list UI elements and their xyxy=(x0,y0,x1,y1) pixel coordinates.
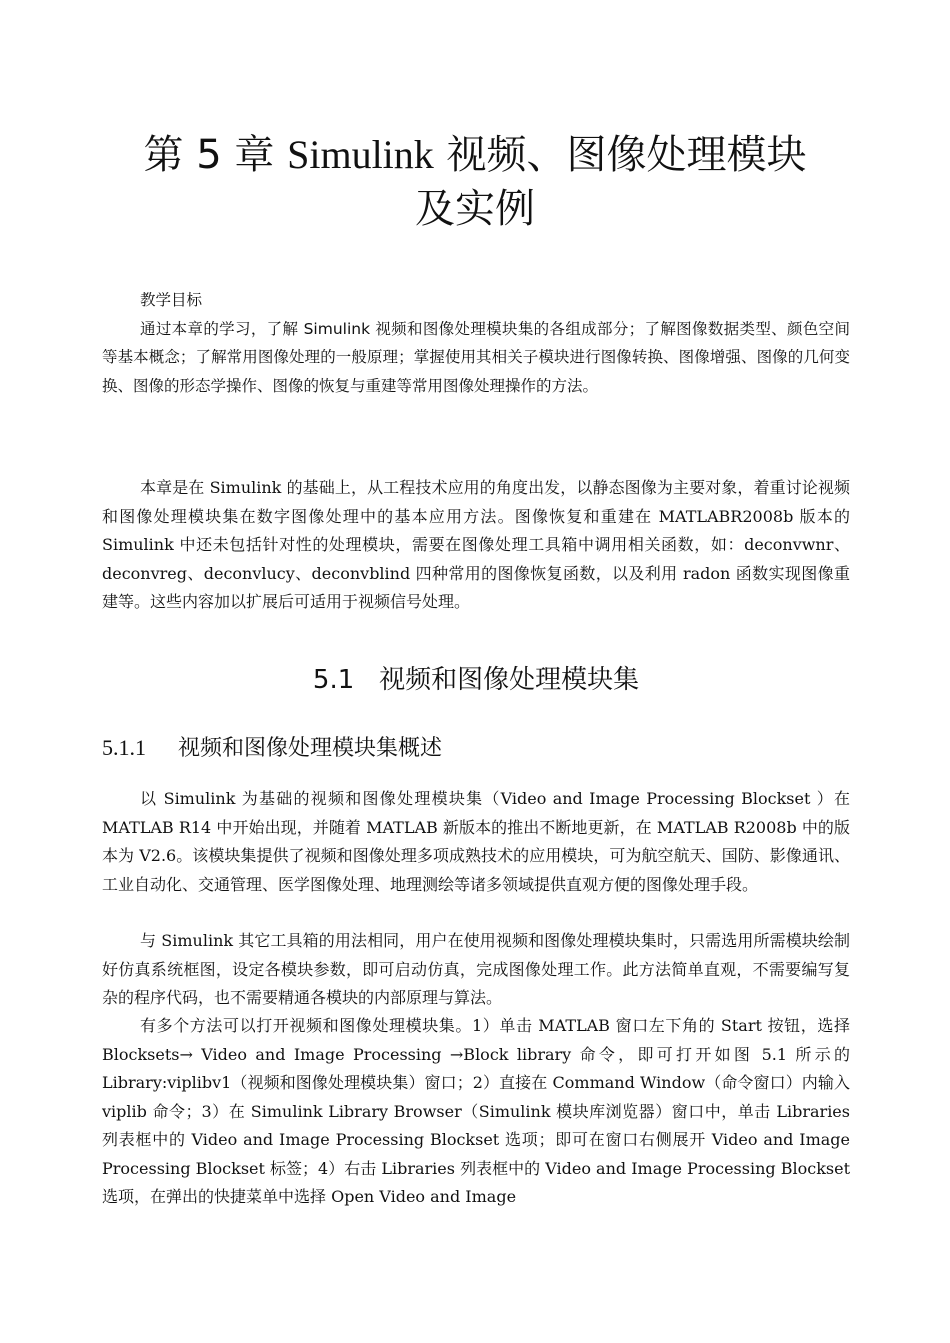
paragraph-open-methods: 有多个方法可以打开视频和图像处理模块集。1）单击 MATLAB 窗口左下角的 Start 按钮，选择 Blocksets→ Video and Image Processing →Block library 命令，即可打开如图 5.1 所示的 Library:viplibv1（视频和图像处理模块集）窗口；2）直接在 Command Window（命令窗口）内输入 viplib 命令；3）在 Simulink Library Browser（Simulink 模块库浏览器）窗口中，单击 Libraries 列表框中的 Video and Image Processing Blockset 选项；即可在窗口右侧展开 Video and Image Processing Blockset 标签；4）右击 Libraries 列表框中的 Video and Image Processing Blockset 选项，在弹出的快捷菜单中选择 Open Video and Image xyxy=(102,1016,850,1206)
objectives-label: 教学目标 xyxy=(140,291,203,309)
section-number: 5.1 xyxy=(312,665,355,695)
chapter-title-latin: Simulink xyxy=(287,132,434,177)
teaching-objectives xyxy=(102,286,850,400)
paragraph-overview: 以 Simulink 为基础的视频和图像处理模块集（Video and Image Processing Blockset ）在 MATLAB R14 中开始出现，并随着 MATLAB 新版本的推出不断地更新，在 MATLAB R2008b 中的版本为 V2.6。该模块集提供了视频和图像处理多项成熟技术的应用模块，可为航空航天、国防、影像通讯、工业自动化、交通管理、医学图像处理、地理测绘等诸多领域提供直观方便的图像处理手段。 xyxy=(102,789,850,894)
subsection-heading xyxy=(102,732,850,765)
chapter-title-line1-rest: 视频、图像处理模块 xyxy=(446,132,807,178)
subsection-number: 5.1.1 xyxy=(102,735,146,760)
paragraph-usage: 与 Simulink 其它工具箱的用法相同，用户在使用视频和图像处理模块集时，只需选用所需模块绘制好仿真系统框图，设定各模块参数，即可启动仿真，完成图像处理工作。此方法简单直观，不需要编写复杂的程序代码，也不需要精通各模块的内部原理与算法。 xyxy=(102,931,850,1007)
chapter-title-line2: 及实例 xyxy=(415,186,535,232)
objectives-text: 通过本章的学习，了解 Simulink 视频和图像处理模块集的各组成部分；了解图像数据类型、颜色空间等基本概念；了解常用图像处理的一般原理；掌握使用其相关子模块进行图像转换、图像增强、图像的几何变换、图像的形态学操作、图像的恢复与重建等常用图像处理操作的方法。 xyxy=(102,319,850,395)
section-heading xyxy=(102,662,850,698)
subsection-title: 视频和图像处理模块集概述 xyxy=(178,736,443,761)
intro-paragraph: 本章是在 Simulink 的基础上，从工程技术应用的角度出发，以静态图像为主要对象，着重讨论视频和图像处理模块集在数字图像处理中的基本应用方法。图像恢复和重建在 MATLABR2008b 版本的 Simulink 中还未包括针对性的处理模块，需要在图像处理工具箱中调用相关函数，如：deconvwnr、deconvreg、deconvlucy、deconvblind 四种常用的图像恢复函数，以及利用 radon 函数实现图像重建等。这些内容加以扩展后可适用于视频信号处理。 xyxy=(102,478,850,611)
chapter-title-prefix: 第 5 章 xyxy=(143,132,275,178)
chapter-title xyxy=(60,128,890,236)
section-title: 视频和图像处理模块集 xyxy=(379,665,640,695)
